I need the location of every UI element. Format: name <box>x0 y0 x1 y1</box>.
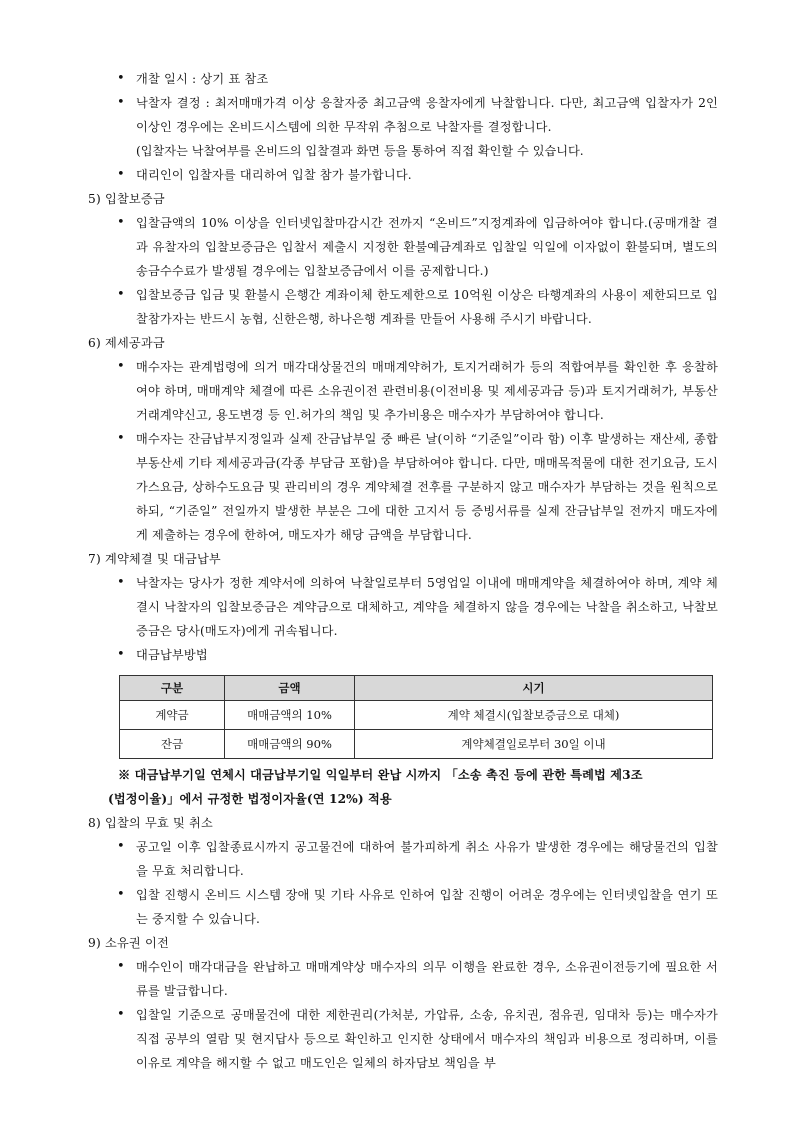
header-category: 구분 <box>120 676 225 701</box>
bullet-ownership-1: • 매수인이 매각대금을 완납하고 매매계약상 매수자의 의무 이행을 완료한 경우, 소유권이전등기에 필요한 서류를 발급합니다. <box>88 955 718 1003</box>
section-title-deposit: 5) 입찰보증금 <box>88 192 165 206</box>
bullet-contract-1: • 낙찰자는 당사가 정한 계약서에 의하여 낙찰일로부터 5영업일 이내에 매매계약을 체결하여야 하며, 계약 체결시 낙찰자의 입찰보증금은 계약금으로 대체하고, 계약을 체결하지 않을 경우에는 낙찰을 취소하고, 낙찰보증금은 당사(매도자)에게 귀속됩니다. <box>88 571 718 643</box>
bullet-deposit-2: • 입찰보증금 입금 및 환불시 은행간 계좌이체 한도제한으로 10억원 이상은 타행계좌의 사용이 제한되므로 입찰참가자는 반드시 농협, 신한은행, 하나은행 계좌를 만들어 사용해 주시기 바랍니다. <box>88 283 718 331</box>
bullet-invalidation-2: • 입찰 진행시 온비드 시스템 장애 및 기타 사유로 인하여 입찰 진행이 어려운 경우에는 인터넷입찰을 연기 또는 중지할 수 있습니다. <box>88 883 718 931</box>
bullet-payment-method: • 대금납부방법 <box>88 643 718 667</box>
late-payment-note-line2: (법정이율)」에서 규정한 법정이자율(연 12%) 적용 <box>108 792 392 806</box>
header-amount: 금액 <box>225 676 355 701</box>
table-cell: 잔금 <box>120 730 225 759</box>
bullet-taxes-1: • 매수자는 관계법령에 의거 매각대상물건의 매매계약허가, 토지거래허가 등의 적합여부를 확인한 후 응찰하여야 하며, 매매계약 체결에 따른 소유권이전 관련비용(이전비용 및 제세공과금 등)과 토지거래허가, 부동산 거래계약신고, 용도변경 등 인.허가의 책임 및 추가비용은 매수자가 부담하여야 합니다. <box>88 355 718 427</box>
section-title-invalidation: 8) 입찰의 무효 및 취소 <box>88 816 213 830</box>
table-cell: 매매금액의 10% <box>225 701 355 730</box>
header-timing: 시기 <box>355 676 713 701</box>
bullet-winner-decision: • 낙찰자 결정 : 최저매매가격 이상 응찰자중 최고금액 응찰자에게 낙찰합니다. 다만, 최고금액 입찰자가 2인 이상인 경우에는 온비드시스템에 의한 무작위 추첨으로 낙찰자를 결정합니다. <box>88 91 718 139</box>
section-title-ownership: 9) 소유권 이전 <box>88 936 169 950</box>
winner-check-note: (입찰자는 낙찰여부를 온비드의 입찰결과 화면 등을 통하여 직접 확인할 수 있습니다. <box>136 144 584 158</box>
table-row <box>120 701 713 730</box>
bullet-opening-date: • 개찰 일시 : 상기 표 참조 <box>88 67 718 91</box>
table-header-row <box>120 676 713 701</box>
table-row <box>120 730 713 759</box>
section-title-contract: 7) 계약체결 및 대금납부 <box>88 552 221 566</box>
table-cell: 계약 체결시(입찰보증금으로 대체) <box>355 701 713 730</box>
bullet-deposit-1: • 입찰금액의 10% 이상을 인터넷입찰마감시간 전까지 “온비드”지정계좌에 입금하여야 합니다.(공매개찰 결과 유찰자의 입찰보증금은 입찰서 제출시 지정한 환불예금계좌로 입찰일 익일에 이자없이 환불되며, 별도의 송금수수료가 발생될 경우에는 입찰보증금에서 이를 공제합니다.) <box>88 211 718 283</box>
document-body <box>88 67 718 1075</box>
table-cell: 계약체결일로부터 30일 이내 <box>355 730 713 759</box>
table-cell: 매매금액의 90% <box>225 730 355 759</box>
late-payment-note-line1: ※ 대금납부기일 연체시 대금납부기일 익일부터 완납 시까지 「소송 촉진 등에 관한 특례법 제3조 <box>118 768 643 782</box>
table-cell: 계약금 <box>120 701 225 730</box>
bullet-proxy: • 대리인이 입찰자를 대리하여 입찰 참가 불가합니다. <box>88 163 718 187</box>
bullet-taxes-2: • 매수자는 잔금납부지정일과 실제 잔금납부일 중 빠른 날(이하 “기준일”이라 함) 이후 발생하는 재산세, 종합부동산세 기타 제세공과금(각종 부담금 포함)을 부담하여야 합니다. 다만, 매매목적물에 대한 전기요금, 도시가스요금, 상하수도요금 및 관리비의 경우 계약체결 전후를 구분하지 않고 매수자가 부담하는 것을 원칙으로 하되, “기준일” 전일까지 발생한 부분은 그에 대한 고지서 등 증빙서류를 실제 잔금납부일 전까지 매도자에게 제출하는 경우에 한하여, 매도자가 해당 금액을 부담합니다. <box>88 427 718 547</box>
bullet-invalidation-1: • 공고일 이후 입찰종료시까지 공고물건에 대하여 불가피하게 취소 사유가 발생한 경우에는 해당물건의 입찰을 무효 처리합니다. <box>88 835 718 883</box>
payment-table <box>119 675 713 759</box>
bullet-ownership-2: • 입찰일 기준으로 공매물건에 대한 제한권리(가처분, 가압류, 소송, 유치권, 점유권, 임대차 등)는 매수자가 직접 공부의 열람 및 현지답사 등으로 확인하고 인지한 상태에서 매수자의 책임과 비용으로 정리하며, 이를 이유로 계약을 해지할 수 없고 매도인은 일체의 하자담보 책임을 부 <box>88 1003 718 1075</box>
section-title-taxes: 6) 제세공과금 <box>88 336 165 350</box>
